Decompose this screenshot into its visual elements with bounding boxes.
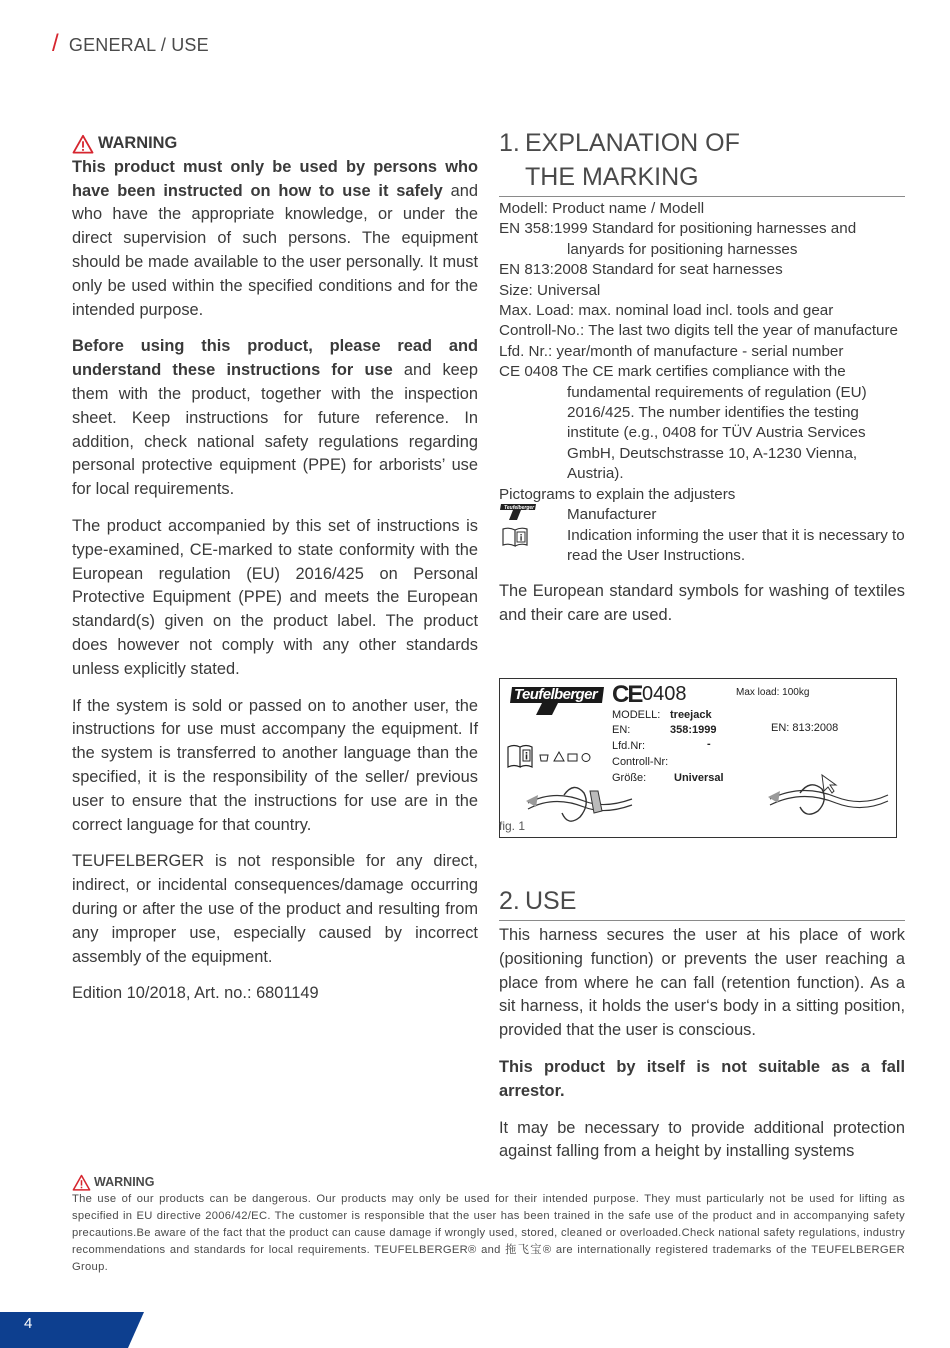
ce-number: 0408 (642, 683, 687, 705)
page-number: 4 (24, 1315, 33, 1332)
label-lfd-key: Lfd.Nr: (612, 740, 646, 752)
pictogram-read-row (499, 526, 905, 567)
marking-list (499, 199, 905, 566)
marking-item: Lfd. Nr.: year/month of manufacture - serial number (499, 342, 844, 360)
use-section-body (499, 924, 905, 1177)
marking-item: Controll-No.: The last two digits tell the year of manufacture (499, 322, 898, 340)
paragraph-bold-lead: This product must only be used by persons who have been instructed on how to use it safely (72, 157, 478, 200)
footer-warning-heading (72, 1174, 905, 1191)
section-1-title (499, 126, 905, 197)
warning-triangle-icon (72, 1174, 91, 1191)
marking-item: Max. Load: max. nominal load incl. tools and gear (499, 302, 834, 320)
paragraph-body: and who have the appropriate knowledge, or under the direct supervision of such persons. The equipment should be made available to the user personally. It must only be used within the specified conditions and for the intended purpose. (72, 181, 478, 319)
footer-warning (72, 1174, 905, 1276)
figure-caption: fig. 1 (499, 819, 526, 833)
warning-triangle-icon (72, 134, 94, 154)
manufacturer-logo-icon (499, 503, 537, 521)
footer-warning-text: The use of our products can be dangerous. Our products may only be used for their intended purpose. They must particularly not be used for lifting as specified in EU directive 2006/42/EC. The customer is responsible that the user has been trained in the safe use of the product and in accompanying safety precautions.Be aware of the fact that the product can cause damage if wrongly used, stored, cleaned or overloaded.Check national safety regulations, industry recommendations and standards for local requirements. TEUFELBERGER® and 拖飞宝® are internationally registered trademarks of the TEUFELBERGER Group. (72, 1193, 905, 1273)
page-header (52, 30, 209, 58)
edition-info: Edition 10/2018, Art. no.: 6801149 (72, 984, 319, 1003)
pictogram-label: Manufacturer (567, 506, 657, 524)
use-paragraph: It may be necessary to provide additional protection against falling from a height by installing systems (499, 1118, 905, 1161)
right-column (499, 126, 905, 628)
marking-item: EN 358:1999 Standard for positioning harnesses and lanyards for positioning harnesses (499, 220, 857, 258)
header-section-title: GENERAL / USE (68, 35, 209, 55)
use-paragraph-bold (499, 1056, 905, 1104)
label-symbols-icon (506, 741, 612, 771)
paragraph-type-examined: The product accompanied by this set of instructions is type-examined, CE-marked to state conformity with the European regulation (EU) 2016/425 on Personal Protective Equipment (PPE) and meets the European standard(s) given on the product label. The product does however not comply with any other standards unless explicitly stated. (72, 516, 478, 678)
warning-title: WARNING (98, 134, 178, 152)
buckle-illustration-right (766, 773, 890, 823)
svg-text:Teufelberger: Teufelberger (504, 505, 535, 512)
label-groesse-key: Größe: (612, 772, 647, 784)
pictograms-intro: Pictograms to explain the adjusters (499, 485, 736, 503)
paragraph-bold-lead: Before using this product, please read and understand these instructions for use (72, 337, 478, 380)
label-brand: Teufelberger (514, 686, 598, 703)
header-slash: / (52, 30, 59, 57)
section-title-text: USE (525, 887, 577, 915)
read-instructions-icon (501, 526, 531, 548)
product-label-figure (499, 678, 897, 838)
label-controll-key: Controll-Nr: (612, 756, 669, 768)
paragraph-body: and keep them with the product, together with the inspection sheet. Keep instructions for future reference. In addition, check national safety regulations regarding personal protective equipment (PPE) for arborists’ use for local requirements. (72, 361, 479, 499)
section-title-line-1: EXPLANATION OF (525, 129, 740, 157)
page-number-tab (0, 1312, 144, 1348)
marking-item: Modell: Product name / Modell (499, 200, 705, 217)
paragraph-liability: TEUFELBERGER is not responsible for any direct, indirect, or incidental consequences/damage occurring during or after the use of the product and resulting from any improper use, especially caused by incorrect assembly of the equipment. (72, 852, 478, 966)
left-column (72, 132, 478, 1019)
label-en-key: EN: (612, 724, 631, 736)
marking-item: CE 0408 The CE mark certifies compliance with the fundamental requirements of regulation (EU) 2016/425. The number identifies the testing institute (e.g., 0408 for TÜV Austria Services GmbH, Deutschstrasse 10, A-1230 Vienna, Austria). (499, 363, 867, 483)
label-en-value: 358:1999 (670, 724, 717, 736)
max-load: Max load: 100kg (736, 687, 810, 698)
marking-item: EN 813:2008 Standard for seat harnesses (499, 261, 783, 279)
pictogram-label: Indication informing the user that it is necessary to read the User Instructions. (567, 526, 905, 564)
paragraph-read-instructions (72, 335, 478, 502)
pictogram-manufacturer-row (499, 505, 905, 525)
ce-mark: CE (612, 681, 642, 708)
label-en2: EN: 813:2008 (771, 722, 839, 734)
footer-warning-title: WARNING (94, 1175, 155, 1189)
section-title-line-2: THE MARKING (525, 163, 699, 191)
marking-item: Size: Universal (499, 281, 601, 299)
buckle-illustration-left (524, 783, 634, 827)
paragraph-instructed-persons (72, 156, 478, 323)
section-number: 1. (499, 129, 520, 157)
label-modell-key: MODELL: (612, 709, 661, 721)
paragraph-resale: If the system is sold or passed on to another user, the instructions for use must accompany the equipment. If the system is transferred to another language than the specified, it is the responsibility of the seller/ previous user to ensure that the instructions for use are in the correct language for that country. (72, 696, 478, 834)
section-2-title (499, 884, 905, 921)
label-modell-value: treejack (670, 709, 712, 721)
label-lfd-value: - (707, 738, 711, 750)
warning-heading (72, 132, 478, 156)
label-groesse-value: Universal (674, 772, 724, 784)
fall-arrestor-notice: This product by itself is not suitable as a fall arrestor. (499, 1057, 905, 1100)
pictogram-icon-cell (499, 526, 567, 546)
pictogram-icon-cell (499, 505, 567, 525)
use-paragraph: This harness secures the user at his place of work (positioning function) or prevents the user reaching a place from where he can fall (retention function). As a sit harness, it holds the user‘s body in a sitting position, provided that the user is conscious. (499, 926, 905, 1040)
section-number: 2. (499, 887, 520, 915)
standard-symbols-text: The European standard symbols for washing of textiles and their care are used. (499, 582, 905, 625)
